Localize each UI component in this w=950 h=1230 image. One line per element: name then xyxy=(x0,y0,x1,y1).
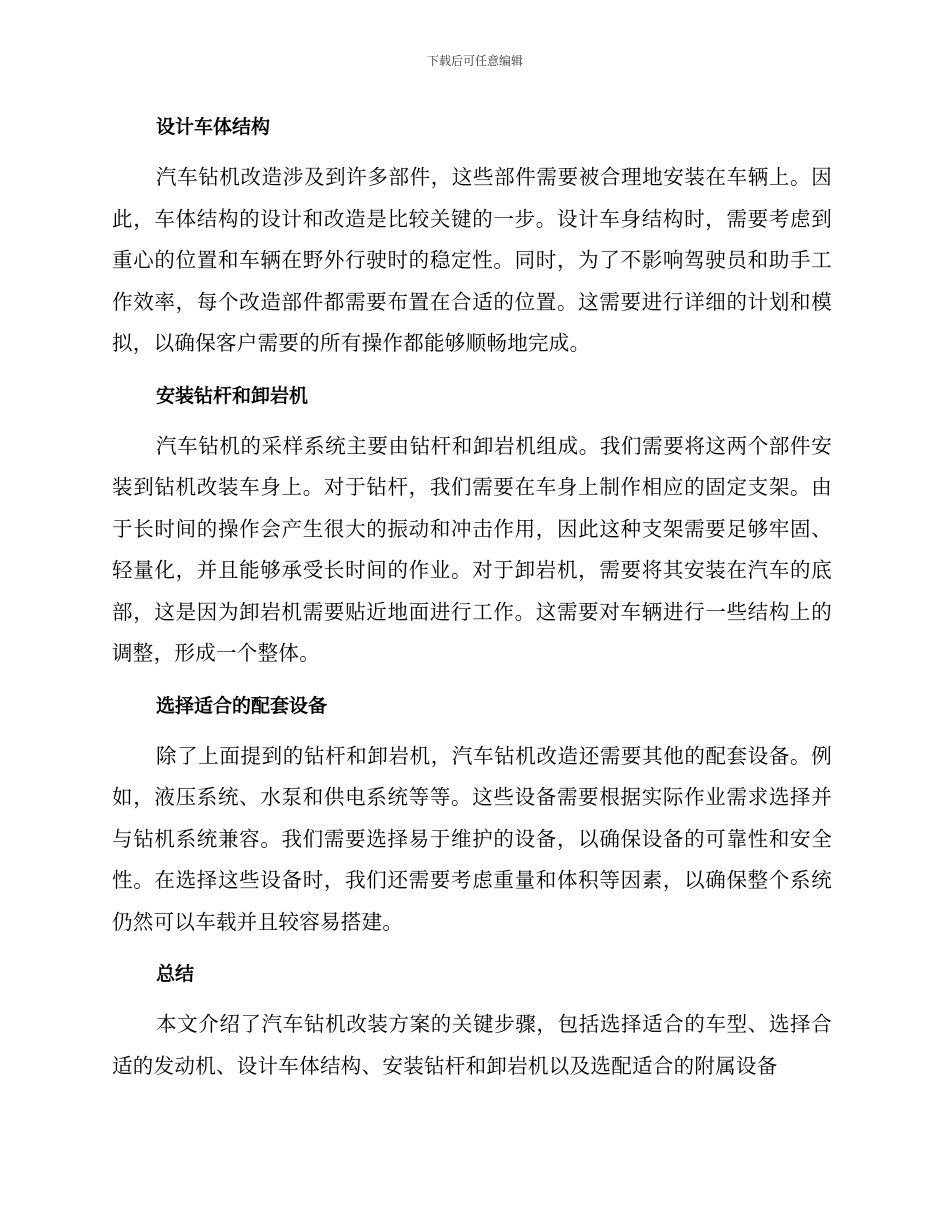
section-drill-rod-installation xyxy=(112,375,832,675)
document-body xyxy=(112,106,832,1097)
page-header: 下载后可任意编辑 xyxy=(426,54,523,68)
section-paragraph: 本文介绍了汽车钻机改装方案的关键步骤，包括选择适合的车型、选择合适的发动机、设计车体结构、安装钻杆和卸岩机以及选配适合的附属设备 xyxy=(112,1012,832,1078)
section-body-structure xyxy=(112,106,832,365)
section-heading: 总结 xyxy=(156,963,195,985)
section-heading: 安装钻杆和卸岩机 xyxy=(156,384,309,407)
section-heading: 设计车体结构 xyxy=(156,116,271,138)
section-summary xyxy=(112,953,832,1087)
section-equipment-selection xyxy=(112,685,832,944)
section-paragraph: 汽车钻机改造涉及到许多部件，这些部件需要被合理地安装在车辆上。因此，车体结构的设计和改造是比较关键的一步。设计车身结构时，需要考虑到重心的位置和车辆在野外行驶时的稳定性。同时，为了不影响驾驶员和助手工作效率，每个改造部件都需要布置在合适的位置。这需要进行详细的计划和模拟，以确保客户需要的所有操作都能够顺畅地完成。 xyxy=(112,165,832,355)
section-paragraph: 汽车钻机的采样系统主要由钻杆和卸岩机组成。我们需要将这两个部件安装到钻机改装车身上。对于钻杆，我们需要在车身上制作相应的固定支架。由于长时间的操作会产生很大的振动和冲击作用，因此这种支架需要足够牢固、轻量化，并且能够承受长时间的作业。对于卸岩机，需要将其安装在汽车的底部，这是因为卸岩机需要贴近地面进行工作。这需要对车辆进行一些结构上的调整，形成一个整体。 xyxy=(112,433,832,665)
section-paragraph: 除了上面提到的钻杆和卸岩机，汽车钻机改造还需要其他的配套设备。例如，液压系统、水泵和供电系统等等。这些设备需要根据实际作业需求选择并与钻机系统兼容。我们需要选择易于维护的设备，以确保设备的可靠性和安全性。在选择这些设备时，我们还需要考虑重量和体积等因素，以确保整个系统仍然可以车载并且较容易搭建。 xyxy=(112,743,832,934)
section-heading: 选择适合的配套设备 xyxy=(156,694,328,717)
